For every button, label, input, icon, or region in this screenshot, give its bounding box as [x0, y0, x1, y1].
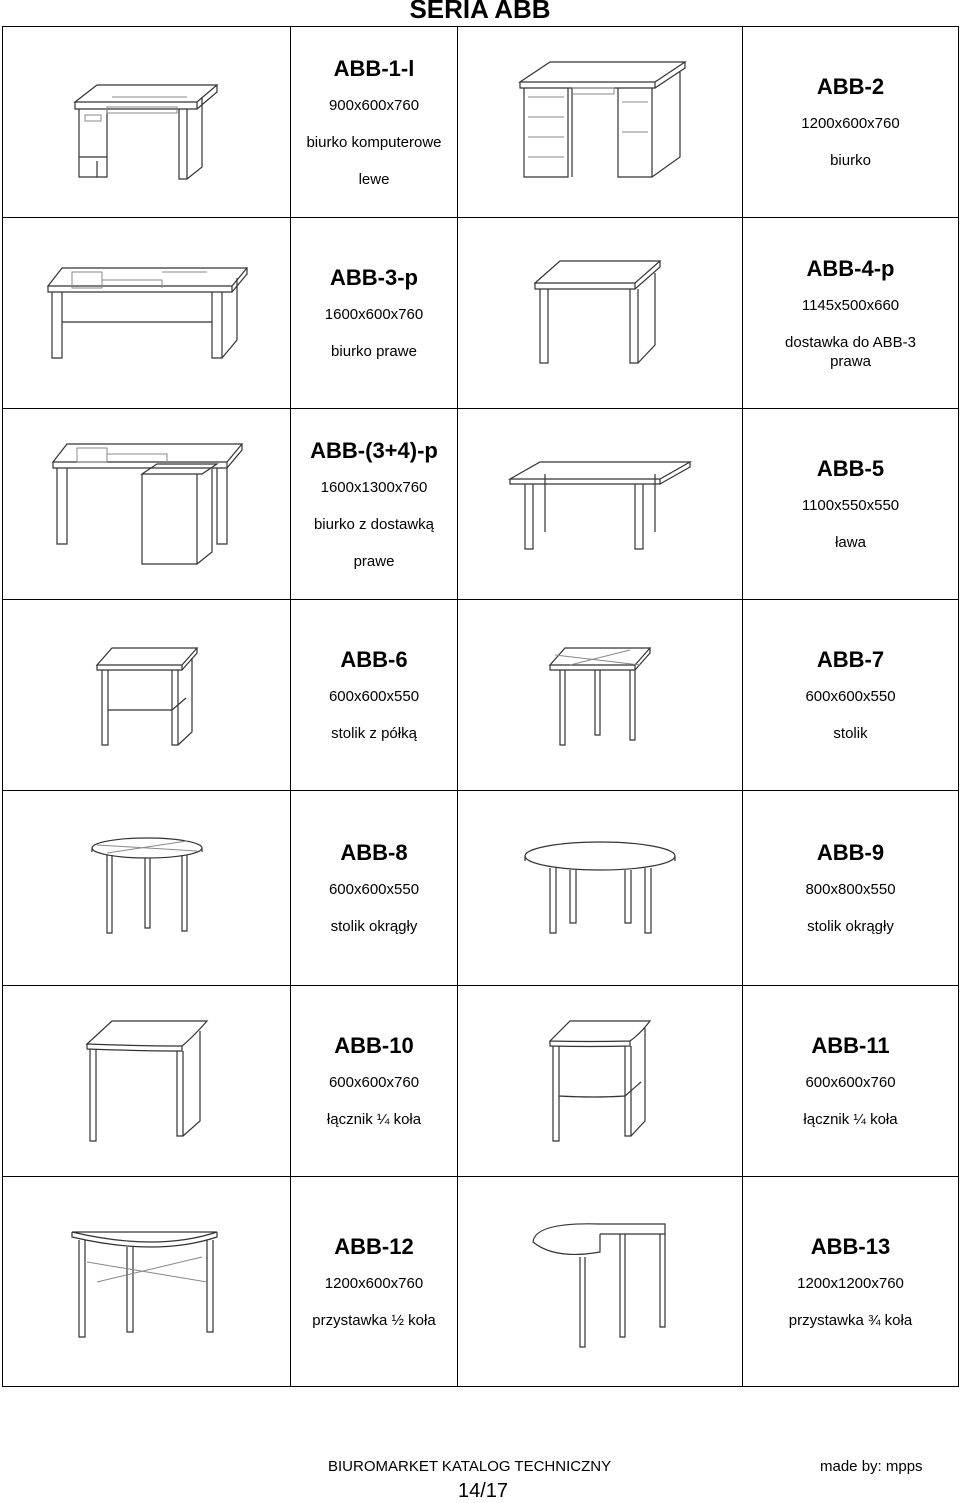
product-description: stolik z półką [331, 725, 417, 742]
product-code: ABB-(3+4)-p [310, 437, 438, 463]
product-code: ABB-3-p [330, 265, 418, 290]
product-dimensions: 1100x550x550 [801, 497, 900, 514]
drawing-abb-9 [458, 791, 743, 986]
product-cell-abb-6 [291, 600, 458, 791]
drawing-abb-8 [3, 791, 291, 986]
product-cell-abb-13 [743, 1177, 959, 1387]
product-description: łącznik ¼ koła [803, 1111, 898, 1128]
product-side: lewe [358, 170, 390, 188]
drawing-abb-3 [3, 218, 291, 409]
product-code: ABB-12 [334, 1233, 414, 1259]
drawing-abb-2 [458, 27, 743, 218]
product-code: ABB-13 [810, 1233, 891, 1259]
product-code: ABB-4-p [806, 255, 895, 281]
drawing-abb-10 [3, 986, 291, 1177]
product-code: ABB-7 [816, 647, 885, 672]
product-cell-abb-7 [743, 600, 959, 791]
catalog-name: BIUROMARKET KATALOG TECHNICZNY [328, 1458, 612, 1475]
page-number: 14/17 [458, 1480, 509, 1502]
product-description: stolik [833, 725, 868, 742]
product-dimensions: 600x600x760 [328, 1074, 420, 1091]
drawing-abb-11 [458, 986, 743, 1177]
product-cell-abb-5 [743, 409, 959, 600]
product-dimensions: 1600x600x760 [324, 306, 424, 323]
drawing-abb-13 [458, 1177, 743, 1387]
page-footer [0, 1458, 960, 1503]
product-cell-abb-11 [743, 986, 959, 1177]
drawing-abb-5 [458, 409, 743, 600]
product-code: ABB-8 [340, 840, 408, 865]
product-description: przystawka ¾ koła [788, 1311, 913, 1329]
drawing-abb-7 [458, 600, 743, 791]
product-dimensions: 600x600x760 [805, 1074, 896, 1091]
product-code: ABB-6 [340, 647, 408, 672]
author-credit: made by: mpps [820, 1458, 923, 1475]
product-dimensions: 800x800x550 [805, 881, 896, 898]
product-side: prawa [830, 352, 871, 370]
product-dimensions: 600x600x550 [328, 688, 420, 705]
drawing-abb-4 [458, 218, 743, 409]
product-code: ABB-2 [816, 74, 885, 99]
product-dimensions: 1145x500x660 [801, 296, 900, 314]
product-dimensions: 600x600x550 [328, 881, 420, 898]
product-dimensions: 1200x600x760 [801, 115, 900, 132]
product-cell-abb-3 [291, 218, 458, 409]
product-dimensions: 1600x1300x760 [320, 478, 428, 496]
product-dimensions: 600x600x550 [805, 688, 896, 705]
product-cell-abb-10 [291, 986, 458, 1177]
drawing-abb-12 [3, 1177, 291, 1387]
product-cell-abb-8 [291, 791, 458, 986]
page-title: SERIA ABB [409, 0, 551, 24]
product-description: przystawka ½ koła [312, 1311, 436, 1329]
product-cell-abb-3-4 [291, 409, 458, 600]
product-description: stolik okrągły [330, 918, 418, 935]
product-cell-abb-4 [743, 218, 959, 409]
product-cell-abb-1 [291, 27, 458, 218]
product-description: stolik okrągły [807, 918, 894, 935]
product-dimensions: 1200x600x760 [324, 1274, 424, 1292]
product-description: biurko z dostawką [313, 515, 435, 533]
product-cell-abb-2 [743, 27, 959, 218]
product-description: ława [835, 534, 866, 551]
product-dimensions: 1200x1200x760 [797, 1274, 904, 1292]
product-description: biurko prawe [331, 343, 417, 360]
product-description: biurko [830, 152, 871, 169]
product-grid [2, 26, 959, 1387]
product-description: biurko komputerowe [306, 133, 442, 151]
product-description: dostawka do ABB-3 [785, 333, 916, 351]
product-code: ABB-5 [816, 456, 885, 481]
product-code: ABB-11 [811, 1033, 890, 1058]
product-cell-abb-12 [291, 1177, 458, 1387]
drawing-abb-3-4 [3, 409, 291, 600]
product-cell-abb-9 [743, 791, 959, 986]
product-description: łącznik ¼ koła [326, 1111, 422, 1128]
drawing-abb-1 [3, 27, 291, 218]
product-side: prawe [353, 552, 395, 570]
product-dimensions: 900x600x760 [328, 96, 420, 114]
drawing-abb-6 [3, 600, 291, 791]
product-code: ABB-1-l [333, 55, 415, 81]
product-code: ABB-9 [816, 840, 885, 865]
product-code: ABB-10 [334, 1033, 414, 1058]
